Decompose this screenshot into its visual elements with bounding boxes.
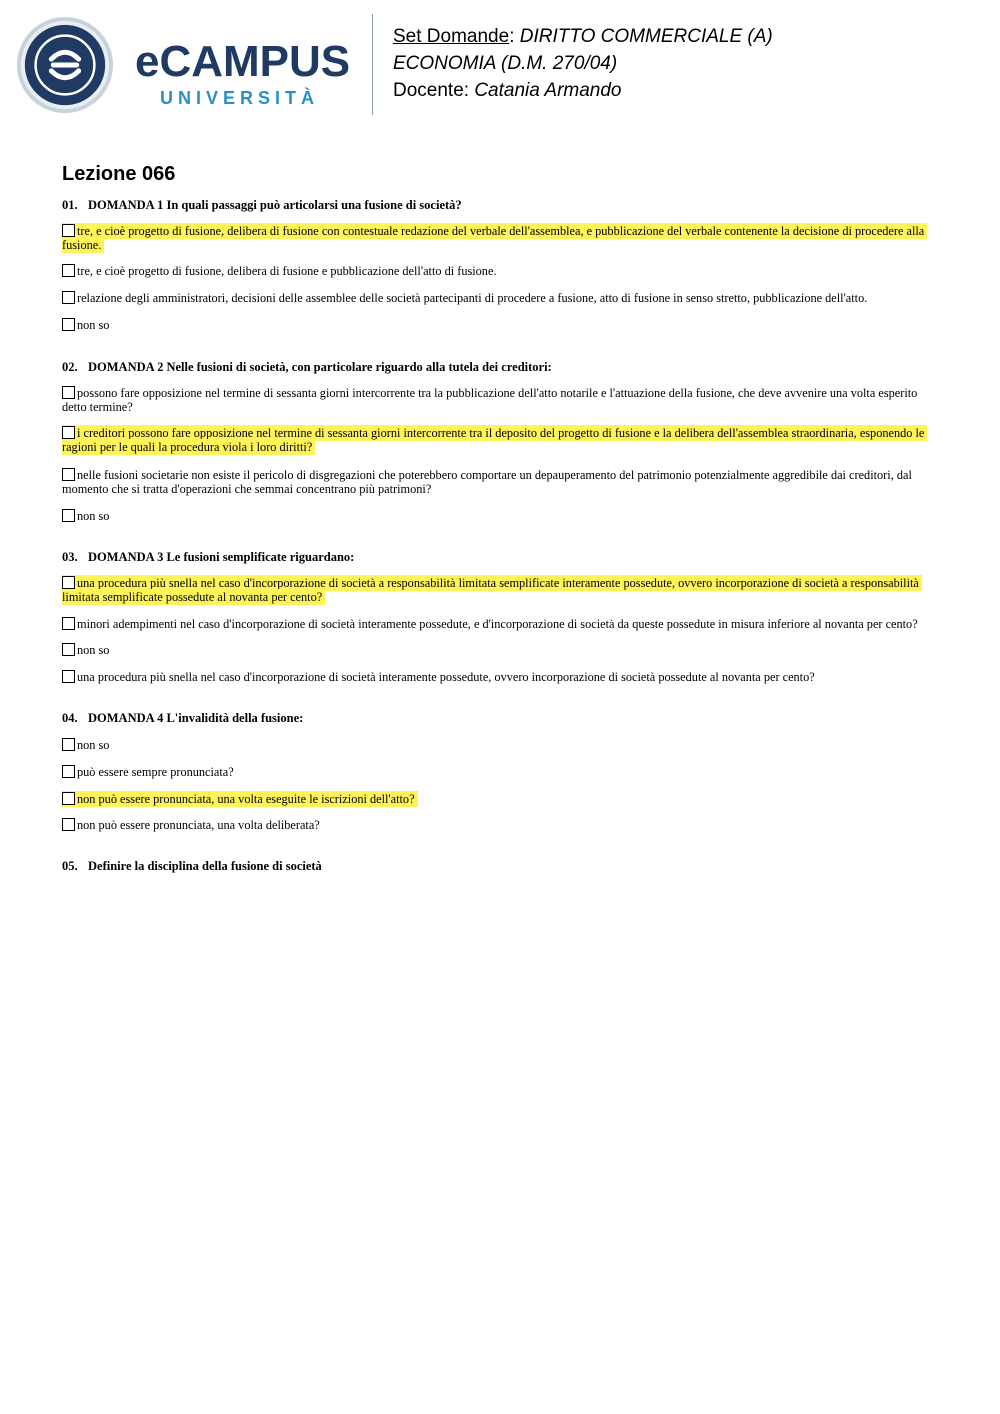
- checkbox[interactable]: [62, 509, 75, 522]
- checkbox[interactable]: [62, 765, 75, 778]
- checkbox[interactable]: [62, 468, 75, 481]
- logo-subtitle: UNIVERSITÀ: [160, 88, 320, 108]
- checkbox[interactable]: [62, 264, 75, 277]
- page-header: [0, 0, 1000, 130]
- lesson-title: Lezione 066: [62, 163, 176, 185]
- set-sep: :: [509, 26, 515, 47]
- checkbox[interactable]: [62, 670, 75, 683]
- answer-option[interactable]: relazione degli amministratori, decisioni delle assemblee delle società partecipanti di procedere a fusione, atto di fusione in senso stretto, pubblicazione dell'atto.: [62, 291, 937, 305]
- answer-option[interactable]: minori adempimenti nel caso d'incorporazione di società interamente possedute, e d'incorporazione di società da queste possedute in misura inferiore al novanta per cento?: [62, 617, 937, 631]
- answer-option[interactable]: tre, e cioè progetto di fusione, delibera di fusione con contestuale redazione del verbale dell'assemblea, e pubblicazione del verbale contenente la decisione di procedere alla fusione.: [62, 224, 937, 252]
- answer-option[interactable]: possono fare opposizione nel termine di sessanta giorni intercorrente tra la pubblicazione dell'atto notarile e l'attuazione della fusione, che deve avvenire una volta esperito detto termine?: [62, 386, 918, 414]
- docente-line: [393, 81, 622, 100]
- set-value: DIRITTO COMMERCIALE (A): [519, 26, 773, 47]
- checkbox[interactable]: [62, 224, 75, 237]
- checkbox[interactable]: [62, 426, 75, 439]
- checkbox[interactable]: [62, 576, 75, 589]
- question-heading: 03. DOMANDA 3 Le fusioni semplificate riguardano:: [62, 550, 355, 564]
- header-divider: [372, 14, 373, 115]
- answer-option[interactable]: una procedura più snella nel caso d'incorporazione di società a responsabilità limitata semplificate interamente possedute, ovvero incorporazione di società a responsabilità limitata semplificate possedute al novanta per cento?: [62, 576, 937, 604]
- answer-option[interactable]: non so: [62, 318, 937, 332]
- checkbox[interactable]: [62, 792, 75, 805]
- question-heading: 04. DOMANDA 4 L'invalidità della fusione:: [62, 711, 304, 725]
- set-value-line-2: ECONOMIA (D.M. 270/04): [393, 53, 618, 74]
- answer-option[interactable]: una procedura più snella nel caso d'incorporazione di società interamente possedute, ovvero incorporazione di società possedute al novanta per cento?: [62, 670, 937, 684]
- checkbox[interactable]: [62, 617, 75, 630]
- answer-option[interactable]: i creditori possono fare opposizione nel termine di sessanta giorni intercorrente tra il deposito del progetto di fusione e la delibera dell'assemblea straordinaria, esponendo le ragioni per le quali la procedura viola i loro diritti?: [62, 426, 937, 454]
- answer-option[interactable]: nelle fusioni societarie non esiste il pericolo di disgregazioni che poterebbero comportare un depauperamento del patrimonio potenzialmente aggredibile dai creditori, dal momento che si tratta d'operazioni che semmai concentrano più patrimoni?: [62, 468, 912, 496]
- set-label: Set Domande: [393, 26, 510, 47]
- checkbox[interactable]: [62, 643, 75, 656]
- answer-option[interactable]: non so: [62, 509, 937, 523]
- checkbox[interactable]: [62, 291, 75, 304]
- answer-option[interactable]: non so: [62, 738, 937, 752]
- question-heading: 05. Definire la disciplina della fusione di società: [62, 859, 322, 873]
- ecampus-seal-logo: [16, 16, 114, 114]
- answer-option[interactable]: non so: [62, 643, 937, 657]
- answer-option[interactable]: tre, e cioè progetto di fusione, delibera di fusione e pubblicazione dell'atto di fusione.: [62, 264, 937, 278]
- checkbox[interactable]: [62, 738, 75, 751]
- checkbox[interactable]: [62, 818, 75, 831]
- docente-value: Catania Armando: [474, 80, 622, 101]
- checkbox[interactable]: [62, 318, 75, 331]
- question-heading: 02. DOMANDA 2 Nelle fusioni di società, con particolare riguardo alla tutela dei creditori:: [62, 360, 552, 374]
- answer-option[interactable]: non può essere pronunciata, una volta deliberata?: [62, 818, 937, 832]
- set-domande-line: [393, 27, 773, 46]
- answer-option[interactable]: non può essere pronunciata, una volta eseguite le iscrizioni dell'atto?: [62, 792, 937, 806]
- checkbox[interactable]: [62, 386, 75, 399]
- question-heading: 01. DOMANDA 1 In quali passaggi può articolarsi una fusione di società?: [62, 198, 462, 212]
- logo-wordmark: eCAMPUS: [135, 37, 351, 86]
- docente-label: Docente:: [393, 80, 470, 101]
- answer-option[interactable]: può essere sempre pronunciata?: [62, 765, 937, 779]
